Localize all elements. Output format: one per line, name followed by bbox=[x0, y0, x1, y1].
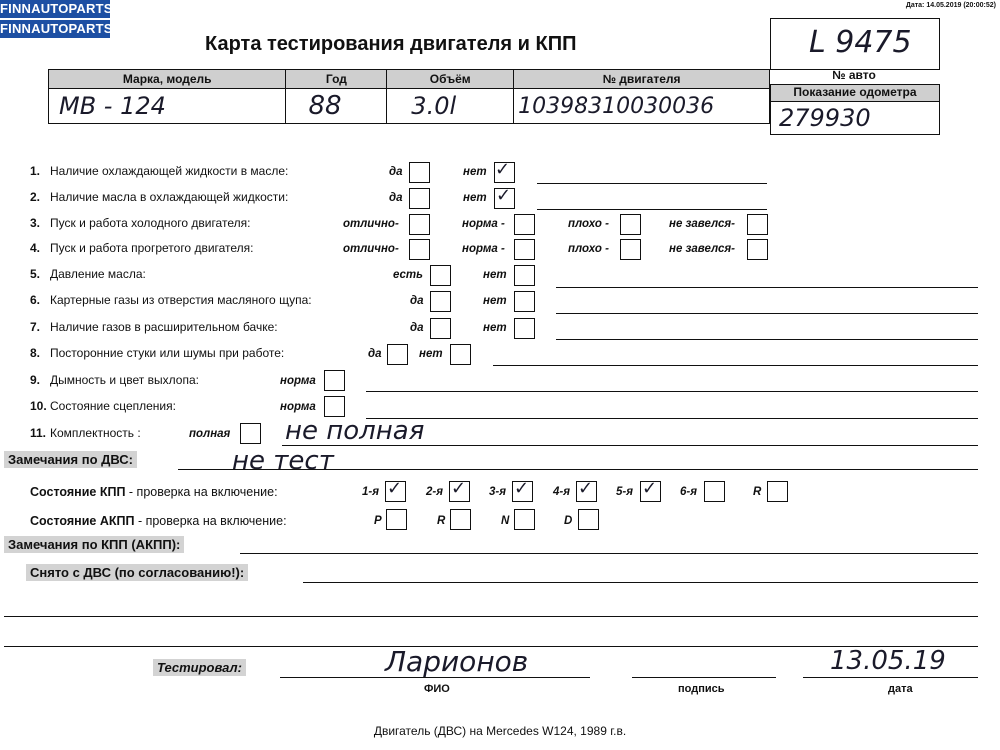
q3-not-started-checkbox[interactable] bbox=[747, 214, 768, 235]
gear-2-tick: ✓ bbox=[451, 478, 467, 499]
manual-gearbox-row-label: Состояние КПП - проверка на включение: bbox=[30, 485, 278, 499]
q5-no-checkbox[interactable] bbox=[514, 265, 535, 286]
q9-norm-checkbox[interactable] bbox=[324, 370, 345, 391]
question-4: 4. Пуск и работа прогретого двигателя: bbox=[30, 241, 254, 255]
date-stamp: Дата: 14.05.2019 (20:00:52) bbox=[905, 2, 996, 9]
q4-excellent-checkbox[interactable] bbox=[409, 239, 430, 260]
q9-comment-line[interactable] bbox=[366, 391, 978, 392]
ice-remarks-heading: Замечания по ДВС: bbox=[4, 451, 137, 468]
auto-gearbox-row-label: Состояние АКПП - проверка на включение: bbox=[30, 514, 287, 528]
q4-not-started-checkbox[interactable] bbox=[747, 239, 768, 260]
mode-r-checkbox[interactable] bbox=[450, 509, 471, 530]
gear-1-tick: ✓ bbox=[387, 478, 403, 499]
q8-yes-checkbox[interactable] bbox=[387, 344, 408, 365]
col-year: Год bbox=[286, 70, 387, 89]
odometer-label: Показание одометра bbox=[770, 84, 940, 102]
question-9: 9. Дымность и цвет выхлопа: bbox=[30, 373, 199, 387]
question-6: 6. Картерные газы из отверстия масляного щупа: bbox=[30, 293, 312, 307]
q2-no-label: нет bbox=[463, 192, 487, 204]
signature-caption: подпись bbox=[678, 683, 725, 695]
q9-norm-label: норма bbox=[280, 375, 316, 387]
q1-yes-label: да bbox=[389, 166, 403, 178]
value-make-model: MB - 124 bbox=[49, 89, 286, 124]
q6-yes-label: да bbox=[410, 295, 424, 307]
q6-no-checkbox[interactable] bbox=[514, 291, 535, 312]
mode-p-label: P bbox=[374, 515, 382, 527]
q11-handwritten-note: не полная bbox=[285, 416, 425, 446]
image-caption: Двигатель (ДВС) на Mercedes W124, 1989 г.в. bbox=[373, 724, 627, 738]
q7-no-label: нет bbox=[483, 322, 507, 334]
gear-3-label: 3-я bbox=[489, 486, 506, 498]
q10-norm-checkbox[interactable] bbox=[324, 396, 345, 417]
question-8: 8. Посторонние стуки или шумы при работе: bbox=[30, 346, 285, 360]
q3-normal-checkbox[interactable] bbox=[514, 214, 535, 235]
col-engine-number: № двигателя bbox=[514, 70, 770, 89]
q8-yes-label: да bbox=[368, 348, 382, 360]
gear-5-tick: ✓ bbox=[642, 478, 658, 499]
q5-comment-line[interactable] bbox=[556, 287, 978, 288]
q7-comment-line[interactable] bbox=[556, 339, 978, 340]
q4-not-started-label: не завелся- bbox=[669, 243, 735, 255]
q11-full-checkbox[interactable] bbox=[240, 423, 261, 444]
ice-remarks-note: не тест bbox=[232, 446, 334, 476]
question-3: 3. Пуск и работа холодного двигателя: bbox=[30, 216, 251, 230]
document-title: Карта тестирования двигателя и КПП bbox=[205, 33, 577, 55]
gear-r-label: R bbox=[753, 486, 762, 498]
gear-4-label: 4-я bbox=[553, 486, 570, 498]
q8-comment-line[interactable] bbox=[493, 365, 978, 366]
card-code-box bbox=[770, 18, 940, 70]
removed-heading: Снято с ДВС (по согласованию!): bbox=[26, 564, 248, 581]
date-caption: дата bbox=[888, 683, 913, 695]
value-year: 88 bbox=[286, 89, 387, 124]
gear-6-checkbox[interactable] bbox=[704, 481, 725, 502]
tester-name: Ларионов bbox=[385, 645, 529, 678]
q3-excellent-label: отлично- bbox=[343, 218, 399, 230]
brand-logo-bottom: FINNAUTOPARTS bbox=[0, 21, 113, 36]
brand-logo-top: FINNAUTOPARTS bbox=[0, 1, 113, 16]
name-line[interactable] bbox=[280, 677, 590, 678]
gear-4-tick: ✓ bbox=[578, 478, 594, 499]
col-volume: Объём bbox=[387, 70, 514, 89]
mode-p-checkbox[interactable] bbox=[386, 509, 407, 530]
q4-normal-checkbox[interactable] bbox=[514, 239, 535, 260]
question-10: 10. Состояние сцепления: bbox=[30, 399, 176, 413]
q8-no-label: нет bbox=[419, 348, 443, 360]
gear-6-label: 6-я bbox=[680, 486, 697, 498]
q6-no-label: нет bbox=[483, 295, 507, 307]
question-2: 2. Наличие масла в охлаждающей жидкости: bbox=[30, 190, 289, 204]
q4-normal-label: норма - bbox=[462, 243, 505, 255]
q7-yes-label: да bbox=[410, 322, 424, 334]
q10-norm-label: норма bbox=[280, 401, 316, 413]
q3-excellent-checkbox[interactable] bbox=[409, 214, 430, 235]
q2-yes-checkbox[interactable] bbox=[409, 188, 430, 209]
gear-2-label: 2-я bbox=[426, 486, 443, 498]
signature-line[interactable] bbox=[632, 677, 776, 678]
q5-no-label: нет bbox=[483, 269, 507, 281]
question-5: 5. Давление масла: bbox=[30, 267, 146, 281]
q2-no-tick: ✓ bbox=[496, 185, 512, 206]
mode-r-label: R bbox=[437, 515, 446, 527]
test-date: 13.05.19 bbox=[830, 646, 946, 676]
gear-5-label: 5-я bbox=[616, 486, 633, 498]
q1-comment-line[interactable] bbox=[537, 183, 767, 184]
question-11: 11. Комплектность : bbox=[30, 426, 141, 440]
gear-r-checkbox[interactable] bbox=[767, 481, 788, 502]
card-code: L 9475 bbox=[809, 25, 912, 60]
q6-comment-line[interactable] bbox=[556, 313, 978, 314]
q10-comment-line[interactable] bbox=[366, 418, 978, 419]
q4-bad-label: плохо - bbox=[568, 243, 609, 255]
q1-no-tick: ✓ bbox=[495, 159, 511, 180]
odometer-box bbox=[770, 101, 940, 135]
q4-excellent-label: отлично- bbox=[343, 243, 399, 255]
q1-no-label: нет bbox=[463, 166, 487, 178]
q7-no-checkbox[interactable] bbox=[514, 318, 535, 339]
q1-yes-checkbox[interactable] bbox=[409, 162, 430, 183]
value-engine-number: 10398310030036 bbox=[514, 89, 770, 124]
q6-yes-checkbox[interactable] bbox=[430, 291, 451, 312]
q8-no-checkbox[interactable] bbox=[450, 344, 471, 365]
mode-n-checkbox[interactable] bbox=[514, 509, 535, 530]
q3-not-started-label: не завелся- bbox=[669, 218, 735, 230]
col-make-model: Марка, модель bbox=[49, 70, 286, 89]
q7-yes-checkbox[interactable] bbox=[430, 318, 451, 339]
removed-line-1[interactable] bbox=[303, 582, 978, 583]
q4-bad-checkbox[interactable] bbox=[620, 239, 641, 260]
gearbox-remarks-heading: Замечания по КПП (АКПП): bbox=[4, 536, 184, 553]
q2-yes-label: да bbox=[389, 192, 403, 204]
value-volume: 3.0l bbox=[387, 89, 514, 124]
ice-remarks-line[interactable] bbox=[178, 469, 978, 470]
gear-3-tick: ✓ bbox=[514, 478, 530, 499]
q3-bad-checkbox[interactable] bbox=[620, 214, 641, 235]
q5-present-label: есть bbox=[393, 269, 423, 281]
odometer-value: 279930 bbox=[779, 104, 871, 132]
q11-full-label: полная bbox=[189, 428, 231, 440]
mode-d-label: D bbox=[564, 515, 573, 527]
mode-d-checkbox[interactable] bbox=[578, 509, 599, 530]
q3-bad-label: плохо - bbox=[568, 218, 609, 230]
mode-n-label: N bbox=[501, 515, 510, 527]
q11-comment-line[interactable] bbox=[282, 445, 978, 446]
vehicle-header-table bbox=[48, 69, 770, 124]
gear-1-label: 1-я bbox=[362, 486, 379, 498]
q5-present-checkbox[interactable] bbox=[430, 265, 451, 286]
name-caption: ФИО bbox=[424, 683, 450, 695]
question-1: 1. Наличие охлаждающей жидкости в масле: bbox=[30, 164, 289, 178]
q3-normal-label: норма - bbox=[462, 218, 505, 230]
gearbox-remarks-line[interactable] bbox=[240, 553, 978, 554]
tested-by-label: Тестировал: bbox=[153, 659, 246, 676]
question-7: 7. Наличие газов в расширительном бачке: bbox=[30, 320, 278, 334]
q2-comment-line[interactable] bbox=[537, 209, 767, 210]
removed-line-2[interactable] bbox=[4, 616, 978, 617]
date-line[interactable] bbox=[803, 677, 978, 678]
auto-number-label: № авто bbox=[832, 68, 876, 82]
